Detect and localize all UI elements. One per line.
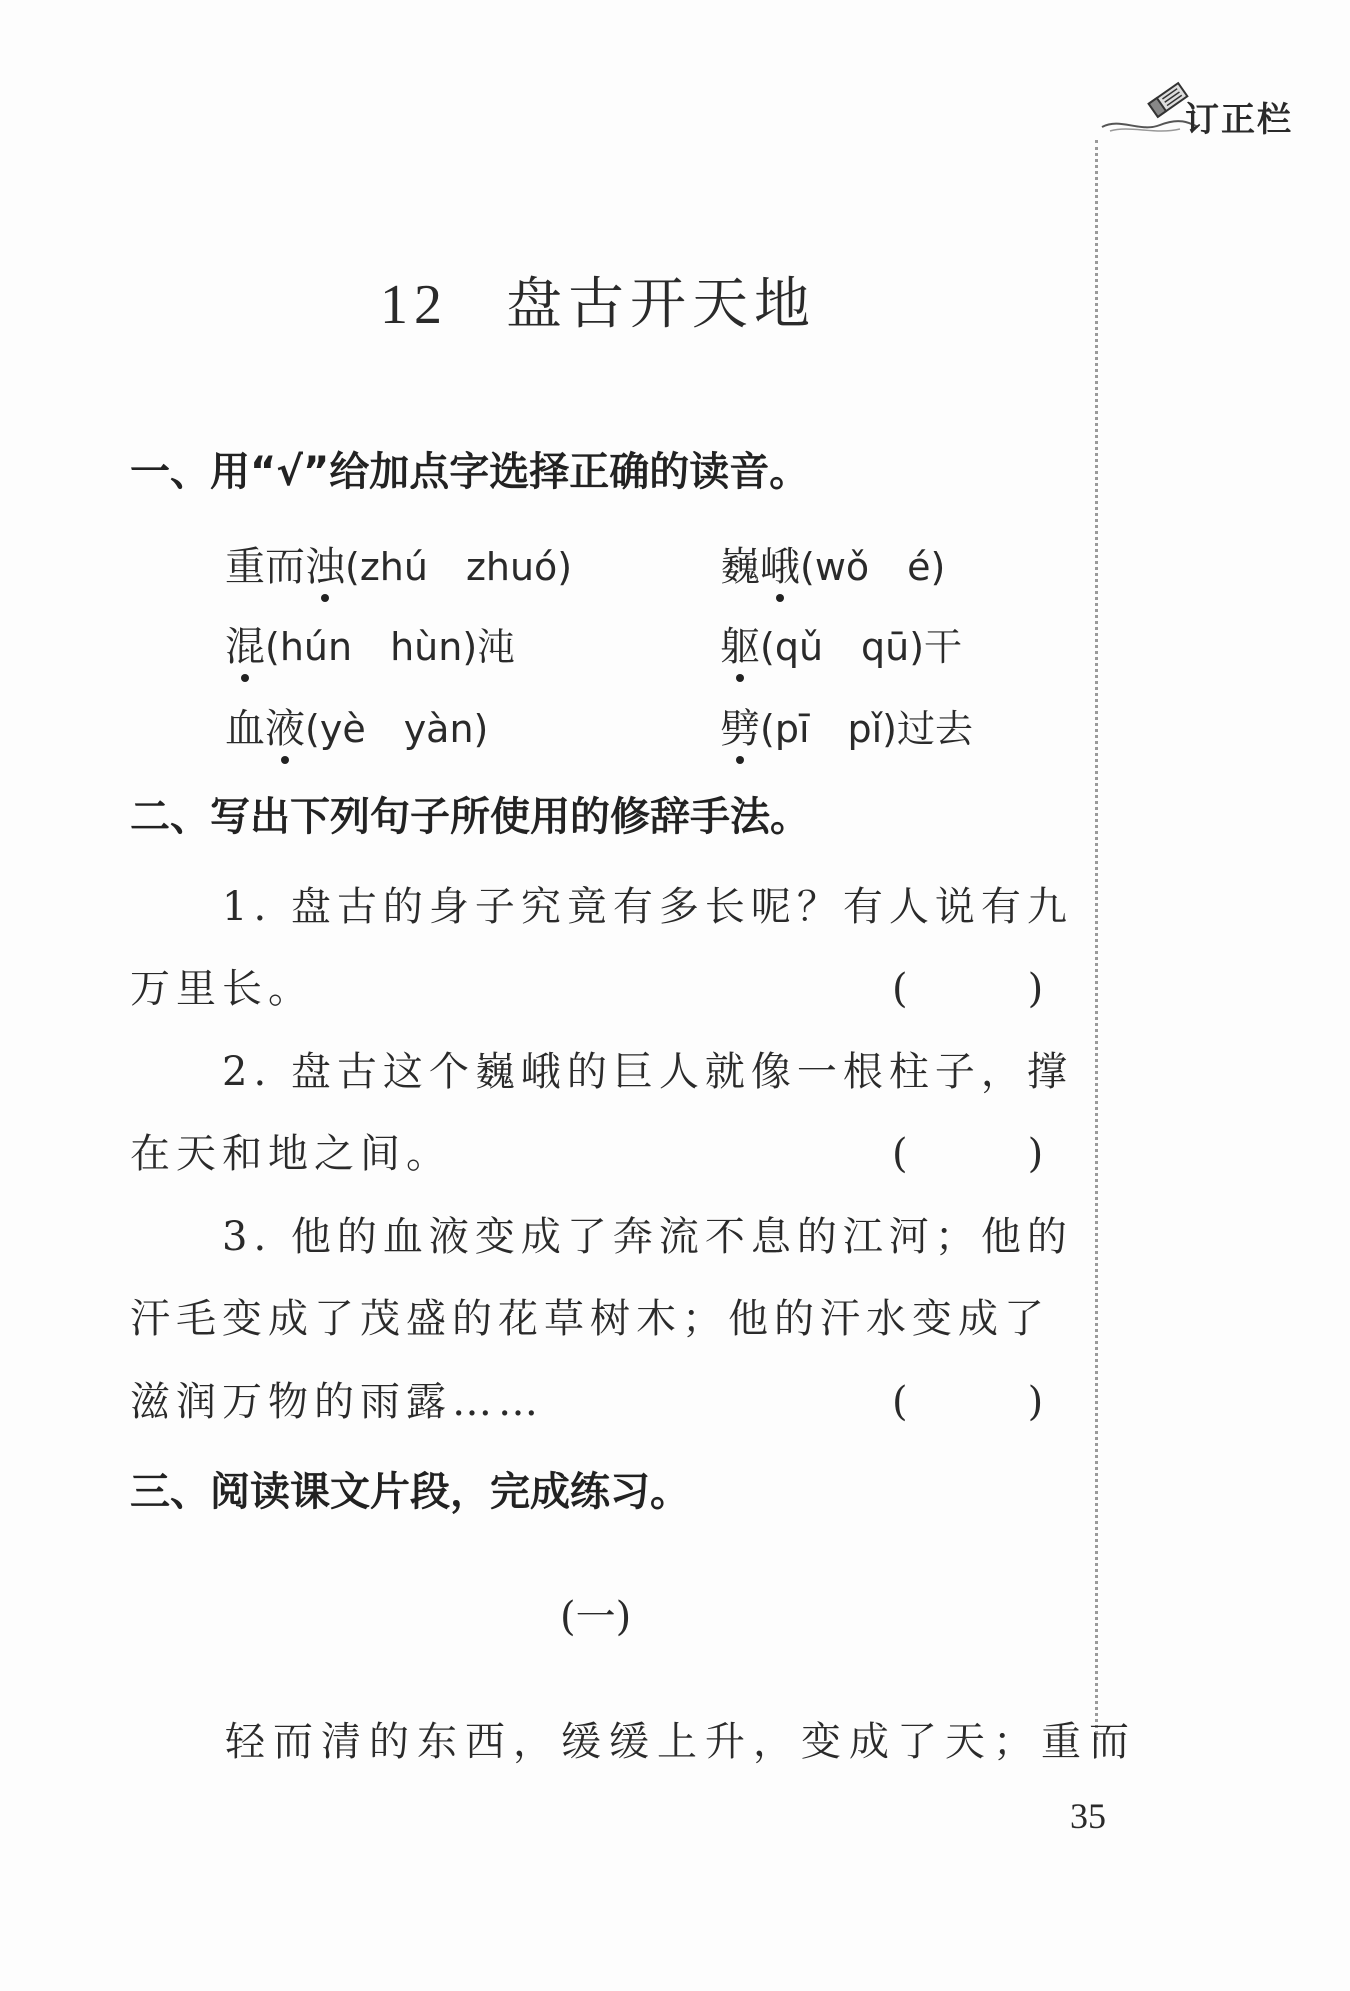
pinyin-options[interactable]: (qǔ qū)干 [760, 625, 963, 669]
correction-column-divider [1095, 140, 1098, 1740]
word-part: 血 [225, 706, 265, 752]
pinyin-options[interactable]: (wǒ é) [800, 545, 946, 589]
pinyin-item[interactable] [225, 697, 488, 754]
pinyin-options[interactable]: (yè yàn) [305, 707, 489, 751]
answer-blank[interactable]: ( ) [892, 1131, 1044, 1177]
section-2-heading: 二、写出下列句子所使用的修辞手法。 [130, 794, 810, 840]
pinyin-options[interactable]: (zhú zhuó) [345, 545, 573, 589]
page-number: 35 [1070, 1796, 1106, 1836]
lesson-number: 12 [380, 274, 448, 336]
word-part: 巍 [720, 544, 760, 590]
dotted-character: 躯 [720, 624, 760, 670]
dotted-character: 浊 [305, 544, 345, 590]
sentence-3-line-1: 3. 他的血液变成了奔流不息的江河；他的 [222, 1214, 1073, 1260]
pinyin-item[interactable] [720, 697, 973, 754]
sentence-3-line-2: 汗毛变成了茂盛的花草树木；他的汗水变成了 [130, 1296, 1050, 1342]
pinyin-item[interactable] [720, 615, 962, 672]
sentence-1-line-1: 1. 盘古的身子究竟有多长呢？有人说有九 [222, 884, 1073, 930]
passage-text: 轻而清的东西，缓缓上升，变成了天；重而 [225, 1719, 1137, 1765]
pinyin-options[interactable]: (hún hùn)沌 [265, 625, 516, 669]
passage-subheading: (一) [560, 1594, 632, 1640]
answer-blank[interactable]: ( ) [892, 966, 1044, 1012]
dotted-character: 液 [265, 706, 305, 752]
pinyin-item[interactable] [720, 535, 945, 592]
dotted-character: 混 [225, 624, 265, 670]
pinyin-options[interactable]: (pī pǐ)过去 [760, 707, 974, 751]
answer-blank[interactable]: ( ) [892, 1379, 1044, 1425]
sentence-3-line-3: 滋润万物的雨露…… [130, 1379, 544, 1425]
word-part: 重而 [225, 544, 305, 590]
correction-column-header [1100, 70, 1340, 150]
dotted-character: 劈 [720, 706, 760, 752]
pinyin-item[interactable] [225, 615, 515, 672]
sentence-1-line-2: 万里长。 [130, 966, 314, 1012]
sentence-2-line-1: 2. 盘古这个巍峨的巨人就像一根柱子，撑 [222, 1049, 1073, 1095]
lesson-title [380, 260, 816, 340]
dotted-character: 峨 [760, 544, 800, 590]
pinyin-item[interactable] [225, 535, 572, 592]
section-1-heading: 一、用“√”给加点字选择正确的读音。 [130, 449, 810, 495]
lesson-title-text: 盘古开天地 [506, 272, 816, 337]
correction-column-label: 订正栏 [1185, 100, 1293, 140]
sentence-2-line-2: 在天和地之间。 [130, 1131, 452, 1177]
section-3-heading: 三、阅读课文片段，完成练习。 [130, 1469, 690, 1515]
